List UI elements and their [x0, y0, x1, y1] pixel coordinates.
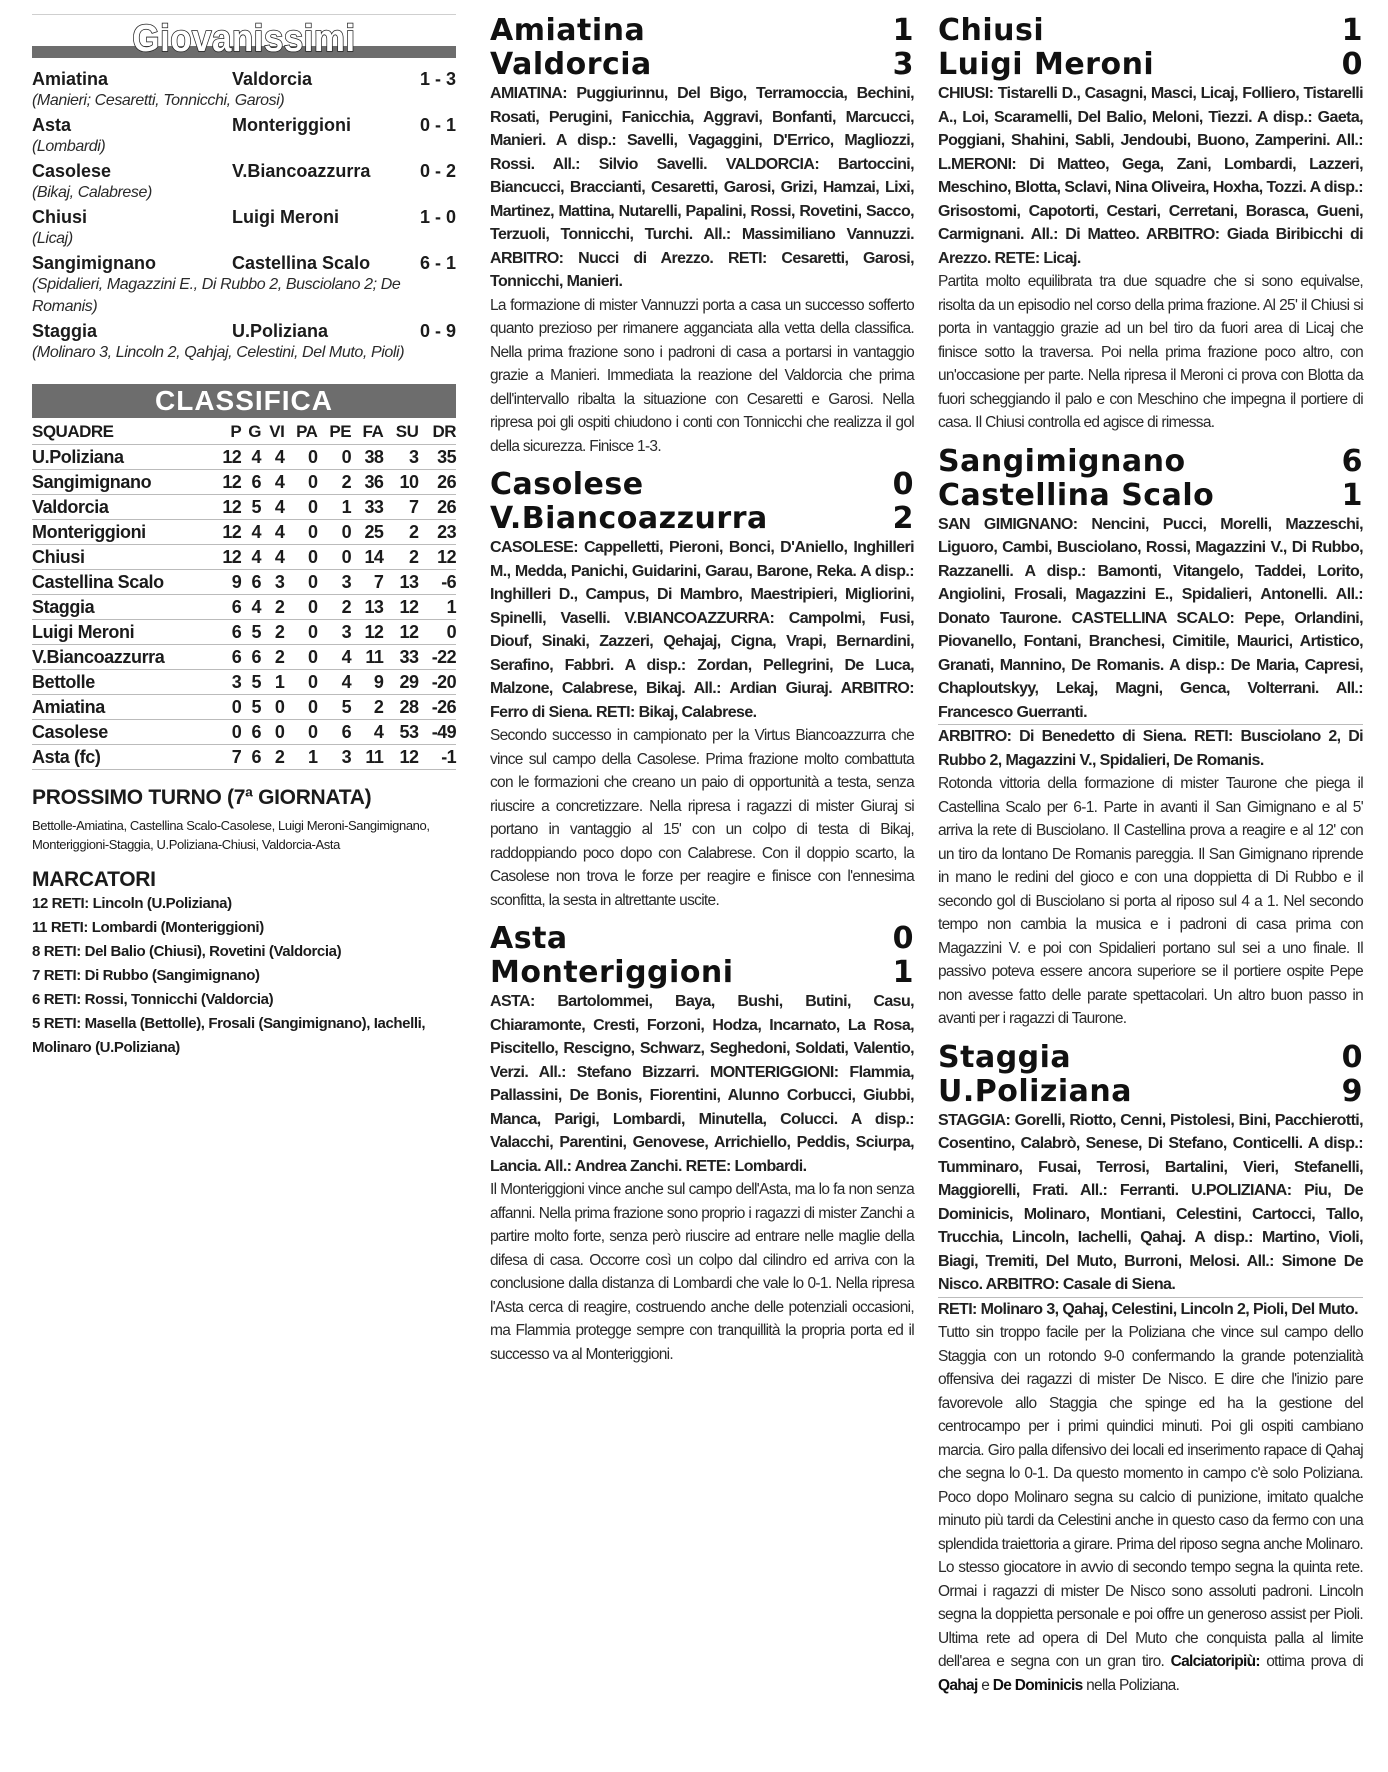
stat-cell: 38 — [351, 445, 383, 470]
stat-cell: 12 — [351, 620, 383, 645]
away-team: Castellina Scalo — [232, 253, 371, 273]
home-score: 1 — [1341, 13, 1363, 48]
scorers: (Molinaro 3, Lincoln 2, Qahjaj, Celestini, Del Muto, Pioli) — [32, 344, 405, 361]
stat-cell: 0 — [317, 520, 351, 545]
report-highlight: De Dominicis — [992, 1676, 1083, 1694]
standings-row — [32, 720, 456, 745]
stat-cell: 0 — [212, 695, 241, 720]
match-lineups: SAN GIMIGNANO: Nencini, Pucci, Morelli, Mazzeschi, Liguoro, Cambi, Busciolano, Rossi, Magazzini V., Di Rubbo, Razzanelli. A disp.: Bamonti, Vitangelo, Taddei, Lorito, Angiolini, Frosali, Magazzini E., Spidalieri, Antonelli. All.: Donato Taurone. CASTELLINA SCALO: Pepe, Orlandini, Piovanello, Fontani, Branchesi, Cimitile, Maurici, Artistico, Granati, Mannino, De Romanis. A disp.: De Maria, Capresi, Chaploutskyy, Lekaj, Magni, Genca, Volterrani. All.: Francesco Guerranti. — [938, 513, 1363, 726]
stat-cell: 0 — [284, 570, 317, 595]
away-team: Luigi Meroni — [938, 47, 1155, 82]
match-lineups: ASTA: Bartolommei, Baya, Bushi, Butini, Casu, Chiaramonte, Cresti, Forzoni, Hodza, Incarnato, La Rosa, Piscitello, Rescigno, Schwarz, Seghedoni, Soldati, Valentio, Verzi. All.: Stefano Bizzarri. MONTERIGGIONI: Flammia, Pallassini, De Bonis, Fiorentini, Alunno Corbucci, Giubbi, Manca, Parigi, Lombardi, Minutella, Colucci. A disp.: Valacchi, Parentini, Genovese, Arrichiello, Peddis, Sciurpa, Lancia. All.: Andrea Zanchi. RETE: Lombardi. — [490, 993, 914, 1175]
stat-cell: 25 — [351, 520, 383, 545]
result-item — [32, 206, 456, 250]
match-away-line — [490, 956, 914, 990]
stat-cell: 33 — [351, 495, 383, 520]
report-tail: e — [981, 1676, 990, 1694]
marcatori-list — [32, 892, 456, 1060]
stat-cell: 6 — [317, 720, 351, 745]
prossimo-turno-text: Bettolle-Amiatina, Castellina Scalo-Casolese, Luigi Meroni-Sangimignano, Monteriggioni-Staggia, U.Poliziana-Chiusi, Valdorcia-Asta — [32, 818, 430, 852]
stat-cell: 3 — [317, 745, 351, 770]
stat-cell: 0 — [284, 670, 317, 695]
stat-cell: 0 — [284, 695, 317, 720]
match-report-text: Il Monteriggioni vince anche sul campo dell'Asta, ma lo fa non senza affanni. Nella prima frazione sono proprio i ragazzi di mister Zanchi a partire molto forte, senza però riuscire ad entrare nelle maglie della difesa di casa. Occorre così un colpo dal cilindro ed arriva con la conclusione dalla distanza di Lombardi che vale lo 0-1. Nella ripresa l'Asta cerca di reagire, costruendo anche delle potenziali occasioni, ma Flammia protegge sempre con tranquillità la propria porta ed il successo va al Monteriggioni. — [490, 1181, 914, 1363]
away-team: V.Biancoazzurra — [232, 161, 371, 181]
stat-cell: 0 — [284, 445, 317, 470]
standings-row — [32, 745, 456, 770]
stat-cell: 1 — [284, 745, 317, 770]
stat-cell: 6 — [241, 745, 261, 770]
stat-cell: 14 — [351, 545, 383, 570]
team-name: V.Biancoazzurra — [32, 645, 212, 670]
stat-cell: 0 — [284, 620, 317, 645]
marcatori-item: 8 RETI: Del Balio (Chiusi), Rovetini (Valdorcia) — [32, 943, 342, 960]
report-highlight: Calciatoripiù: — [1170, 1653, 1260, 1670]
stat-cell: 9 — [351, 670, 383, 695]
stat-cell: 12 — [383, 620, 418, 645]
stat-cell: 4 — [241, 520, 261, 545]
match-report-text: Partita molto equilibrata tra due squadre che si sono equivalse, risolta da un episodio nel corso della prima frazione. Al 25' il Chiusi si porta in vantaggio grazie ad un bel tiro da fuori area di Licaj che finisce sotto la traversa. Poi nella prima frazione poco altro, con un'occasione per parte. Nella ripresa il Meroni ci prova con Blotta da fuori scheggiando il palo e con Meschino che impegna il portiere di casa. Il Chiusi controlla ed agisce di rimessa. — [938, 273, 1363, 431]
col-header: FA — [351, 420, 383, 445]
team-name: Casolese — [32, 720, 212, 745]
stat-cell: 0 — [261, 695, 284, 720]
marcatori-item: 12 RETI: Lincoln (U.Poliziana) — [32, 895, 232, 912]
match-away-line — [938, 1075, 1363, 1109]
team-name: Valdorcia — [32, 495, 212, 520]
match-home-line — [490, 922, 914, 956]
away-score: 9 — [1341, 1073, 1363, 1109]
team-name: Castellina Scalo — [32, 570, 212, 595]
stat-cell: 7 — [212, 745, 241, 770]
stat-cell: 4 — [241, 445, 261, 470]
away-score: 0 — [1341, 47, 1363, 82]
marcatori-item: 11 RETI: Lombardi (Monteriggioni) — [32, 919, 264, 936]
stat-cell: 5 — [241, 620, 261, 645]
scorers: (Licaj) — [32, 230, 73, 247]
stat-cell: 6 — [241, 570, 261, 595]
stat-cell: 35 — [418, 445, 456, 470]
match-report-text: Rotonda vittoria della formazione di mister Taurone che piega il Castellina Scalo per 6-1. Parte in avanti il San Gimignano e al 5' arriva la rete di Busciolano. Il Castellina prova a reagire e al 12' con un tiro da lontano De Romanis pareggia. Il San Gimignano riprende in mano le redini del gioco e con una doppietta di Di Rubbo e il secondo gol di Busciolano si porta al riposo sul 4 a 1. Nel secondo tempo non cambia la musica e i padroni di casa prima con Magazzini V. e poi con Spidalieri portano sul sei a uno finale. Il passivo poteva essere ancora superiore se il portiere ospite Pepe non avesse fatto delle parate spettacolari. Un altro buon passo in avanti per i ragazzi di Taurone. — [938, 775, 1363, 1027]
stat-cell: 2 — [261, 645, 284, 670]
stat-cell: 2 — [261, 595, 284, 620]
result-item — [32, 68, 456, 112]
match-away-line — [938, 479, 1363, 513]
stat-cell: 12 — [418, 545, 456, 570]
standings-row — [32, 695, 456, 720]
standings-row — [32, 445, 456, 470]
stat-cell: 12 — [383, 595, 418, 620]
stat-cell: -22 — [418, 645, 456, 670]
result-item — [32, 114, 456, 158]
stat-cell: 0 — [317, 445, 351, 470]
away-team: Monteriggioni — [232, 115, 351, 135]
scorers: (Spidalieri, Magazzini E., Di Rubbo 2, Busciolano 2; De Romanis) — [32, 276, 401, 315]
standings-row — [32, 570, 456, 595]
col-header: PA — [284, 420, 317, 445]
standings-row — [32, 470, 456, 495]
col-header: SU — [383, 420, 418, 445]
home-team: Asta — [32, 115, 72, 135]
match-goals: RETI: Molinaro 3, Qahaj, Celestini, Lincoln 2, Pioli, Del Muto. — [938, 1300, 1359, 1318]
match-report — [938, 14, 1363, 435]
report-tail: nella Poliziana. — [1086, 1676, 1180, 1694]
stat-cell: 28 — [383, 695, 418, 720]
middle-column — [490, 14, 914, 1376]
away-score: 1 — [892, 955, 914, 990]
match-report-text: La formazione di mister Vannuzzi porta a casa un successo sofferto quanto prezioso per rimanere agganciata alla vetta della classifica. Nella prima frazione sono i padroni di casa a portarsi in vantaggio grazie a Manieri. Immediata la reazione del Valdorcia che prima dell'intervallo ribalta la situazione con Cesaretti e Garosi. Nella ripresa poi gli ospiti chiudono i conti con Tonnicchi che realizza il gol della sicurezza. Finisce 1-3. — [490, 296, 914, 455]
col-header: VI — [261, 420, 284, 445]
home-score: 0 — [1341, 1039, 1363, 1075]
stat-cell: 6 — [241, 720, 261, 745]
stat-cell: 4 — [351, 720, 383, 745]
away-team: Castellina Scalo — [938, 477, 1215, 513]
stat-cell: 1 — [418, 595, 456, 620]
match-report — [490, 922, 914, 1366]
stat-cell: -26 — [418, 695, 456, 720]
stat-cell: 12 — [212, 520, 241, 545]
away-score: 1 — [1341, 477, 1363, 513]
match-lineups: CASOLESE: Cappelletti, Pieroni, Bonci, D'Aniello, Inghilleri M., Medda, Panichi, Guidarini, Garau, Barone, Reka. A disp.: Inghilleri D., Campus, Di Mambro, Maestripieri, Migliorini, Spinelli, Vaselli. V.BIANCOAZZURRA: Campolmi, Fusi, Diouf, Sinaki, Zazzeri, Qehajaj, Cigna, Vrapi, Bernardini, Serafino, Fabbri. A disp.: Zordan, Pellegrini, De Luca, Malzone, Calabrese, Bikaj. All.: Ardian Giuraj. ARBITRO: Ferro di Siena. RETI: Bikaj, Calabrese. — [490, 539, 914, 721]
stat-cell: 1 — [261, 670, 284, 695]
stat-cell: 5 — [241, 670, 261, 695]
standings-table — [32, 420, 456, 770]
stat-cell: 0 — [284, 470, 317, 495]
stat-cell: 12 — [212, 545, 241, 570]
score: 1 - 3 — [419, 69, 456, 89]
stat-cell: 26 — [418, 495, 456, 520]
stat-cell: 0 — [212, 720, 241, 745]
stat-cell: 9 — [212, 570, 241, 595]
match-away-line — [938, 48, 1363, 82]
team-name: Luigi Meroni — [32, 620, 212, 645]
match-report-text: Secondo successo in campionato per la Virtus Biancoazzurra che vince sul campo della Casolese. Prima frazione molto combattuta con le formazioni che creano un paio di opportunità a testa, senza riuscire a concretizzare. Nella ripresa i ragazzi di mister Giuraj si portano in vantaggio al 15' con un colpo di testa di Bikaj, raddoppiando poco dopo con Calabrese. Con il doppio scarto, la Casolese non trova le forze per reagire e finisce con l'ennesima sconfitta, la sesta in altrettante uscite. — [490, 727, 914, 909]
standings-row — [32, 595, 456, 620]
stat-cell: 2 — [317, 470, 351, 495]
report-body: Tutto sin troppo facile per la Poliziana che vince sul campo dello Staggia con un rotondo 9-0 confermando la grande potenzialità offensiva dei ragazzi di mister De Nisco. E dire che l'inizio pare favorevole allo Staggia che spinge ed ha la gestione del centrocampo per i primi quindici minuti. Poi gli ospiti cambiano marcia. Giro palla difensivo dei locali ed inserimento rapace di Qahaj che segna lo 0-1. Da questo momento in campo c'è solo Poliziana. Poco dopo Molinaro segna su calcio di punizione, imitato qualche minuto più tardi da Celestini anche in questo caso da fermo con una splendida traiettoria a girare. Prima del riposo segna anche Molinaro. Lo stesso giocatore in avvio di secondo tempo segna la quinta rete. Ormai i ragazzi di mister De Nisco sono assoluti padroni. Lincoln segna la doppietta personale e poi offre un generoso assist per Pioli. Ultima rete ad opera di Del Muto che conquista palla al limite dell'area e segna con un gran tiro. — [938, 1324, 1363, 1670]
stat-cell: 4 — [317, 645, 351, 670]
stat-cell: 7 — [383, 495, 418, 520]
standings-row — [32, 520, 456, 545]
home-team: Staggia — [938, 1039, 1072, 1075]
standings-row — [32, 620, 456, 645]
stat-cell: 12 — [212, 445, 241, 470]
home-team: Sangimignano — [32, 253, 157, 273]
home-team: Casolese — [490, 467, 644, 502]
match-home-line — [490, 468, 914, 502]
stat-cell: 5 — [241, 695, 261, 720]
stat-cell: 3 — [212, 670, 241, 695]
home-score: 0 — [892, 467, 914, 502]
away-score: 2 — [892, 501, 914, 536]
away-team: Luigi Meroni — [232, 207, 339, 227]
stat-cell: -20 — [418, 670, 456, 695]
stat-cell: 3 — [383, 445, 418, 470]
match-away-line — [490, 48, 914, 82]
stat-cell: 6 — [212, 595, 241, 620]
stat-cell: 6 — [241, 645, 261, 670]
match-report — [490, 14, 914, 458]
stat-cell: 4 — [261, 545, 284, 570]
match-home-line — [938, 1041, 1363, 1075]
match-home-line — [938, 14, 1363, 48]
stat-cell: 5 — [241, 495, 261, 520]
match-report — [938, 445, 1363, 1031]
stat-cell: 2 — [383, 545, 418, 570]
standings-row — [32, 545, 456, 570]
score: 0 - 1 — [419, 115, 456, 135]
team-name: Amiatina — [32, 695, 212, 720]
stat-cell: 0 — [284, 645, 317, 670]
team-name: Chiusi — [32, 545, 212, 570]
stat-cell: 10 — [383, 470, 418, 495]
score: 6 - 1 — [419, 253, 456, 273]
team-name: Monteriggioni — [32, 520, 212, 545]
score: 1 - 0 — [419, 207, 456, 227]
away-team: Monteriggioni — [490, 955, 734, 990]
standings-row — [32, 670, 456, 695]
stat-cell: -49 — [418, 720, 456, 745]
stat-cell: 12 — [212, 495, 241, 520]
standings-header-row — [32, 420, 456, 445]
score: 0 - 2 — [419, 161, 456, 181]
home-team: Staggia — [32, 321, 98, 341]
stat-cell: 5 — [317, 695, 351, 720]
stat-cell: 2 — [317, 595, 351, 620]
left-column — [32, 14, 456, 1060]
stat-cell: 23 — [418, 520, 456, 545]
stat-cell: 3 — [317, 620, 351, 645]
stat-cell: 2 — [383, 520, 418, 545]
stat-cell: -6 — [418, 570, 456, 595]
scorers: (Lombardi) — [32, 138, 106, 155]
stat-cell: 2 — [351, 695, 383, 720]
standings-row — [32, 645, 456, 670]
away-team: U.Poliziana — [938, 1073, 1133, 1109]
home-team: Amiatina — [32, 69, 109, 89]
stat-cell: 4 — [261, 520, 284, 545]
report-tail: ottima prova di — [1266, 1653, 1363, 1670]
stat-cell: 29 — [383, 670, 418, 695]
marcatori-item: 7 RETI: Di Rubbo (Sangimignano) — [32, 967, 260, 984]
result-item — [32, 252, 456, 318]
marcatori-title: MARCATORI — [32, 868, 156, 891]
home-score: 0 — [892, 921, 914, 956]
match-lineups: STAGGIA: Gorelli, Riotto, Cenni, Pistolesi, Bini, Pacchierotti, Cosentino, Calabrò, Senese, Di Stefano, Conticelli. A disp.: Tumminaro, Fusai, Terrosi, Bartalini, Vieri, Stefanelli, Maggiorelli, Frati. All.: Ferranti. U.POLIZIANA: Piu, De Dominicis, Molinaro, Montiani, Celestini, Cartocci, Tallo, Trucchia, Lincoln, Iachelli, Qahaj. A disp.: Martino, Violi, Biagi, Tremiti, Del Muto, Burroni, Melosi. All.: Simone De Nisco. ARBITRO: Casale di Siena. — [938, 1109, 1363, 1298]
right-column — [938, 14, 1363, 1707]
col-header: G — [241, 420, 261, 445]
match-lineups: AMIATINA: Puggiurinnu, Del Bigo, Terramoccia, Bechini, Rosati, Perugini, Fanicchia, Aggravi, Bonfanti, Marcucci, Manieri. A disp.: Savelli, Vagaggini, D'Errico, Magliozzi, Rossi. All.: Silvio Savelli. VALDORCIA: Bartoccini, Biancucci, Braccianti, Cesaretti, Garosi, Grizi, Hamzai, Lixi, Martinez, Mattina, Nutarelli, Papalini, Rossi, Rovetini, Sacco, Terzuoli, Tonnicchi, Turchi. All.: Massimiliano Vannuzzi. ARBITRO: Nucci di Arezzo. RETI: Cesaretti, Garosi, Tonnicchi, Manieri. — [490, 85, 914, 290]
away-team: Valdorcia — [490, 47, 652, 82]
classifica-title: CLASSIFICA — [32, 384, 456, 418]
results-list — [32, 68, 456, 364]
standings-row — [32, 495, 456, 520]
col-header: SQUADRE — [32, 420, 212, 445]
stat-cell: 0 — [284, 495, 317, 520]
stat-cell: 0 — [317, 545, 351, 570]
away-team: U.Poliziana — [232, 321, 329, 341]
stat-cell: -1 — [418, 745, 456, 770]
home-team: Casolese — [32, 161, 112, 181]
home-team: Asta — [490, 921, 568, 956]
col-header: P — [212, 420, 241, 445]
away-score: 3 — [892, 47, 914, 82]
marcatori-item: 5 RETI: Masella (Bettolle), Frosali (Sangimignano), Iachelli, Molinaro (U.Poliziana) — [32, 1015, 426, 1056]
match-away-line — [490, 502, 914, 536]
home-team: Amiatina — [490, 13, 646, 48]
scorers: (Bikaj, Calabrese) — [32, 184, 152, 201]
team-name: U.Poliziana — [32, 445, 212, 470]
stat-cell: 2 — [261, 745, 284, 770]
stat-cell: 0 — [284, 520, 317, 545]
away-team: Valdorcia — [232, 69, 313, 89]
stat-cell: 0 — [284, 545, 317, 570]
away-team: V.Biancoazzurra — [490, 501, 768, 536]
result-item — [32, 160, 456, 204]
stat-cell: 4 — [241, 545, 261, 570]
scorers: (Manieri; Cesaretti, Tonnicchi, Garosi) — [32, 92, 285, 109]
col-header: PE — [317, 420, 351, 445]
home-score: 1 — [892, 13, 914, 48]
home-team: Sangimignano — [938, 443, 1186, 479]
stat-cell: 0 — [418, 620, 456, 645]
stat-cell: 4 — [261, 495, 284, 520]
stat-cell: 13 — [383, 570, 418, 595]
stat-cell: 13 — [351, 595, 383, 620]
team-name: Bettolle — [32, 670, 212, 695]
stat-cell: 12 — [383, 745, 418, 770]
stat-cell: 2 — [261, 620, 284, 645]
stat-cell: 4 — [317, 670, 351, 695]
stat-cell: 11 — [351, 645, 383, 670]
stat-cell: 0 — [261, 720, 284, 745]
home-team: Chiusi — [938, 13, 1045, 48]
report-highlight: Qahaj — [938, 1676, 978, 1694]
col-header: DR — [418, 420, 456, 445]
prossimo-turno-title: PROSSIMO TURNO (7ª GIORNATA) — [32, 786, 372, 809]
stat-cell: 1 — [317, 495, 351, 520]
score: 0 - 9 — [419, 321, 456, 341]
stat-cell: 53 — [383, 720, 418, 745]
match-report — [490, 468, 914, 912]
stat-cell: 11 — [351, 745, 383, 770]
team-name: Sangimignano — [32, 470, 212, 495]
stat-cell: 0 — [284, 720, 317, 745]
stat-cell: 12 — [212, 470, 241, 495]
team-name: Asta (fc) — [32, 745, 212, 770]
section-header — [32, 14, 456, 60]
match-report-text — [938, 1321, 1363, 1697]
stat-cell: 33 — [383, 645, 418, 670]
stat-cell: 0 — [284, 595, 317, 620]
match-lineups: CHIUSI: Tistarelli D., Casagni, Masci, Licaj, Folliero, Tistarelli A., Loi, Scaramelli, Del Balio, Meloni, Tiezzi. A disp.: Gaeta, Poggiani, Shahini, Sabli, Jendoubi, Buono, Zamperini. All.: L.MERONI: Di Matteo, Gega, Zani, Lombardi, Lazzeri, Meschino, Blotta, Sclavi, Nina Oliveira, Hoxha, Tozzi. A disp.: Grisostomi, Capotorti, Cestari, Cerretani, Borasca, Gueni, Carmignani. All.: Di Matteo. ARBITRO: Giada Biribicchi di Arezzo. RETE: Licaj. — [938, 85, 1363, 267]
stat-cell: 6 — [241, 470, 261, 495]
stat-cell: 3 — [261, 570, 284, 595]
match-officials: ARBITRO: Di Benedetto di Siena. RETI: Busciolano 2, Di Rubbo 2, Magazzini V., Spidalieri, De Romanis. — [938, 728, 1363, 769]
match-report — [938, 1041, 1363, 1698]
stat-cell: 4 — [261, 470, 284, 495]
match-home-line — [490, 14, 914, 48]
stat-cell: 4 — [241, 595, 261, 620]
stat-cell: 3 — [317, 570, 351, 595]
stat-cell: 6 — [212, 645, 241, 670]
header-divider — [32, 14, 456, 15]
marcatori-item: 6 RETI: Rossi, Tonnicchi (Valdorcia) — [32, 991, 274, 1008]
stat-cell: 4 — [261, 445, 284, 470]
result-item — [32, 320, 456, 364]
stat-cell: 36 — [351, 470, 383, 495]
stat-cell: 26 — [418, 470, 456, 495]
match-home-line — [938, 445, 1363, 479]
home-score: 6 — [1341, 443, 1363, 479]
stat-cell: 7 — [351, 570, 383, 595]
section-title: Giovanissimi — [132, 18, 356, 60]
team-name: Staggia — [32, 595, 212, 620]
home-team: Chiusi — [32, 207, 88, 227]
stat-cell: 6 — [212, 620, 241, 645]
